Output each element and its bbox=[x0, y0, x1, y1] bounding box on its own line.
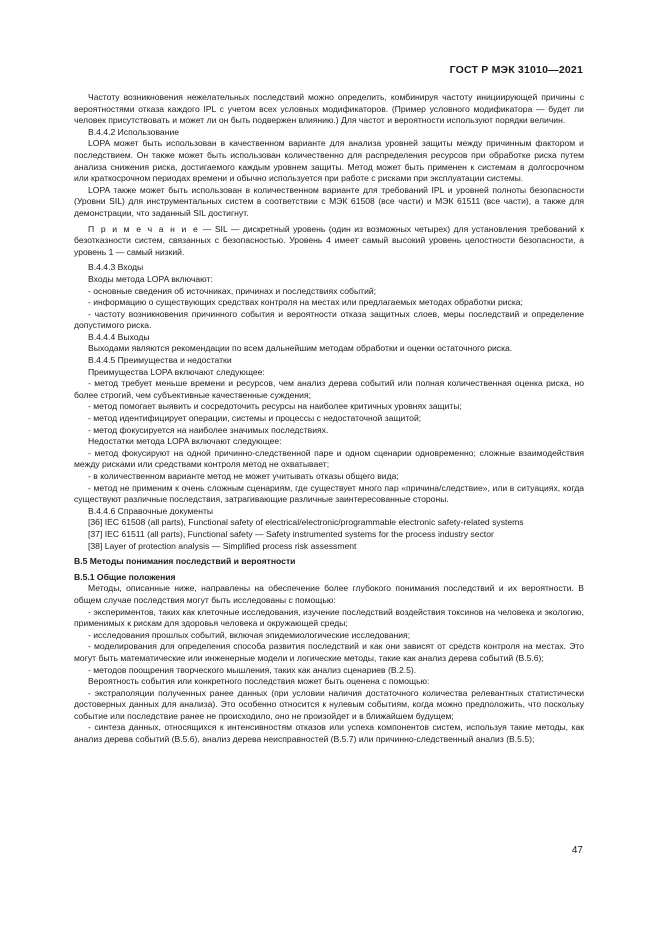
list-item: - моделирования для определения способа развития последствий и как они зависят от средств контроля на местах. Это могут быть математические или инженерные модели и логические методы, такие как анализ дерева событий (B.5.6); bbox=[74, 641, 584, 663]
subsection-heading: B.4.4.4 Выходы bbox=[88, 331, 150, 342]
paragraph: Вероятность события или конкретного последствия может быть оценена с помощью: bbox=[88, 676, 430, 687]
list-item: - метод фокусируют на одной причинно-следственной паре и одном сценарии одновременно; сложные взаимодействия между рисками или средствами контроля метод не охватывает; bbox=[74, 447, 584, 470]
list-item: - метод фокусируется на наиболее значимых последствиях. bbox=[88, 424, 329, 435]
list-item: - экспериментов, таких как клеточные исследования, изучение последствий воздействия токсинов на человека и экологию, применимых к рискам для здоровья человека и окружающей среды; bbox=[74, 606, 584, 629]
note bbox=[74, 224, 584, 259]
section-heading: B.5 Методы понимания последствий и вероятности bbox=[74, 556, 296, 567]
subsection-heading: B.4.4.3 Входы bbox=[88, 262, 144, 273]
paragraph: LOPA также может быть использован в количественном варианте для требований IPL и уровней полноты безопасности (Уровни SIL) для инструментальных систем в соответствии с МЭК 61508 (все части) и МЭК 61511 (все части), а также для демонстрации, что заданный SIL достигнут. bbox=[74, 184, 584, 218]
list-item: - синтеза данных, относящихся к интенсивностям отказов или успеха компонентов систем, используя такие методы, как анализ дерева событий (B.5.6), анализ дерева неисправностей (B.5.7) или причинно-следственный анализ (B.5.5); bbox=[74, 722, 584, 745]
paragraph: Недостатки метода LOPA включают следующее: bbox=[88, 436, 282, 447]
subsection-heading: B.4.4.5 Преимущества и недостатки bbox=[88, 355, 232, 366]
paragraph: Методы, описанные ниже, направлены на обеспечение более глубокого понимания последствий и их вероятности. В общем случае последствия могут быть исследованы с помощью: bbox=[74, 583, 584, 605]
paragraph: Частоту возникновения нежелательных последствий можно определить, комбинируя частоту инициирующей причины с вероятностями отказа каждого IPL с учетом всех условных модификаторов. (Пример условного модификатора — будет ли человек присутствовать и может ли он быть подвержен влиянию.) Для частот и вероятности используют порядки величин. bbox=[74, 92, 584, 126]
list-item: - метод не применим к очень сложным сценариям, где существует много пар «причина/следствие», или в ситуациях, когда существуют различные последствия, затрагивающие различные заинтересованные стороны. bbox=[74, 482, 584, 505]
list-item: - основные сведения об источниках, причинах и последствиях событий; bbox=[88, 285, 377, 296]
paragraph: Входы метода LOPA включают: bbox=[88, 273, 213, 284]
paragraph: LOPA может быть использован в качественном варианте для анализа уровней защиты между причинным фактором и последствием. Он также может быть использован количественно для распределения ресурсов при обработке риска путем анализа снижения риска, достигаемого каждым уровнем защиты. Метод может быть применен к системам в долгосрочном или краткосрочном периодах времени и обычно используется при работе с рисками при эксплуатации системы. bbox=[74, 138, 584, 184]
list-item: - метод помогает выявить и сосредоточить ресурсы на наиболее критичных уровнях защиты; bbox=[88, 401, 462, 412]
subsection-heading: B.4.4.2 Использование bbox=[88, 126, 180, 137]
list-item: - исследования прошлых событий, включая эпидемиологические исследования; bbox=[88, 629, 411, 640]
list-item: - метод требует меньше времени и ресурсов, чем анализ дерева событий или полная количественная оценка риска, но более строгий, чем субъективные качественные суждения; bbox=[74, 378, 584, 400]
list-item: - в количественном варианте метод не может учитывать отказы общего вида; bbox=[88, 471, 399, 481]
reference-item: [36] IEC 61508 (all parts), Functional safety of electrical/electronic/programmable electronic safety-related systems bbox=[88, 517, 524, 528]
subsection-heading: B.4.4.6 Справочные документы bbox=[88, 505, 214, 516]
list-item: - экстраполяции полученных ранее данных (при условии наличия достаточного количества релевантных статистически достоверных данных для анализа). Это особенно относится к нулевым событиям, когда можно предположить, что поскольку событие или последствие ранее не происходило, оно не произойдет и в ближайшем будущем; bbox=[74, 687, 584, 721]
standard-header: ГОСТ Р МЭК 31010—2021 bbox=[449, 64, 583, 76]
note-label: П р и м е ч а н и е bbox=[88, 223, 200, 234]
list-item: - методов поощрения творческого мышления, таких как анализ сценариев (B.2.5). bbox=[88, 664, 417, 675]
section-heading: B.5.1 Общие положения bbox=[74, 571, 176, 582]
reference-item: [37] IEC 61511 (all parts), Functional safety — Safety instrumented systems for the process industry sector bbox=[88, 528, 494, 539]
list-item: - метод идентифицирует операции, системы и процессы с недостаточной защитой; bbox=[88, 413, 422, 424]
list-item: - частоту возникновения причинного события и вероятности отказа защитных слоев, меры последствий и определение допустимого риска. bbox=[74, 308, 584, 331]
document-body bbox=[74, 92, 584, 746]
list-item: - информацию о существующих средствах контроля на местах или предлагаемых методах обработки риска; bbox=[88, 297, 523, 308]
paragraph: Преимущества LOPA включают следующее: bbox=[88, 366, 265, 377]
paragraph: Выходами являются рекомендации по всем дальнейшим методам обработки и оценки остаточного риска. bbox=[88, 343, 513, 354]
reference-item: [38] Layer of protection analysis — Simplified process risk assessment bbox=[88, 540, 357, 551]
note-text: — SIL — дискретный уровень (один из возможных четырех) для установления требований к безотказности систем, связанных с безопасностью. Уровень 4 имеет самый высокий уровень целостности безопасности, а уровень 1 — самый низкий. bbox=[74, 223, 584, 257]
page-number: 47 bbox=[571, 845, 583, 856]
